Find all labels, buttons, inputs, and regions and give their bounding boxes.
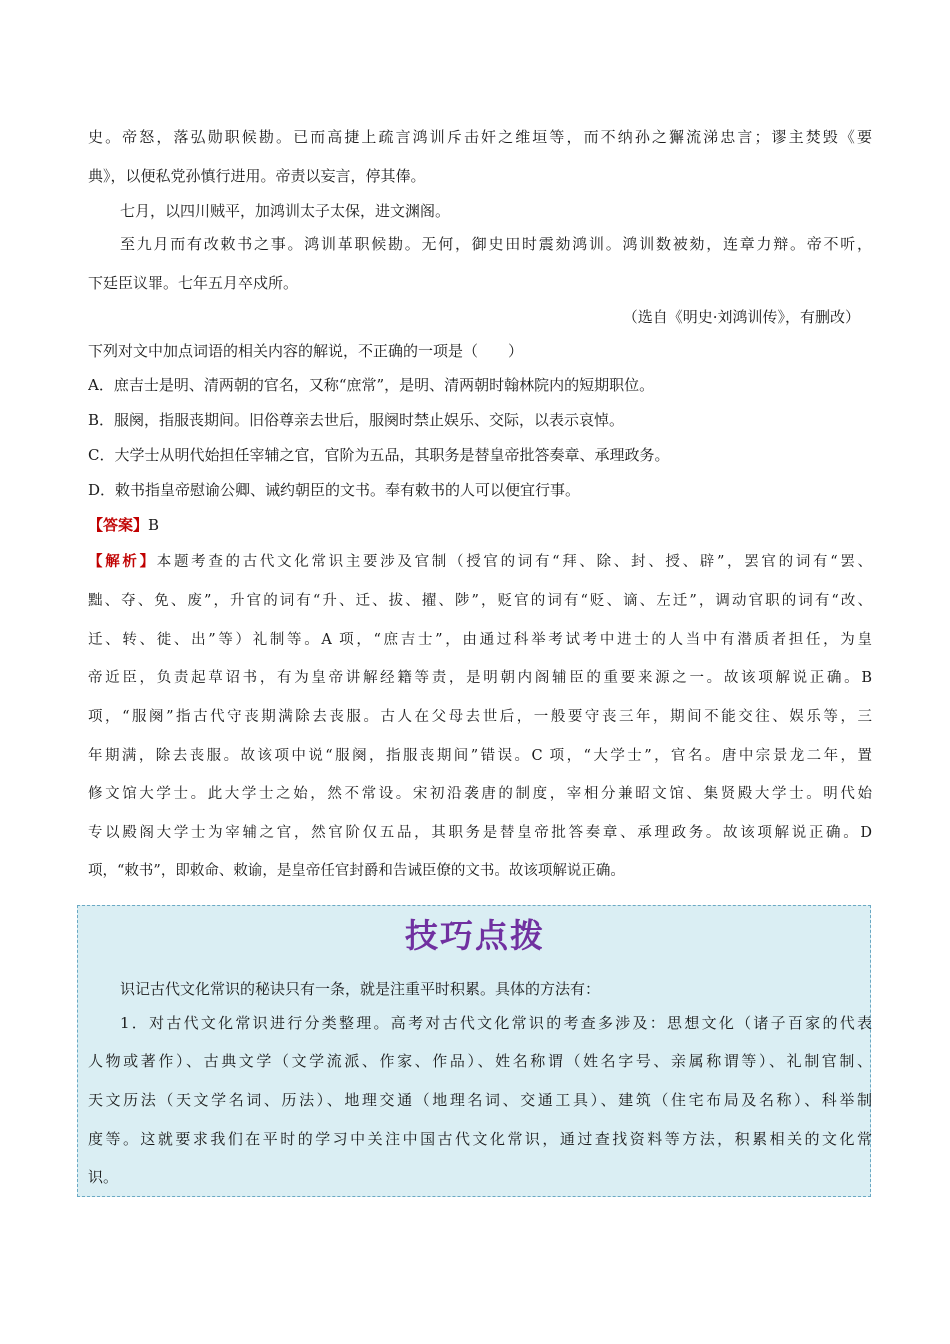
option-b: B．服阕，指服丧期间。旧俗尊亲去世后，服阕时禁止娱乐、交际，以表示哀悼。: [88, 411, 625, 429]
analysis-line-8: 专以殿阁大学士为宰辅之官，然官阶仅五品，其职务是替皇帝批答奏章、承理政务。故该项解说正确。D: [88, 825, 872, 841]
analysis-line-7: 修文馆大学士。此大学士之始，然不常设。宋初沿袭唐的制度，宰相分兼昭文馆、集贤殿大学士。明代始: [88, 786, 872, 802]
analysis-line-9: 项，“敕书”，即敕命、敕谕，是皇帝任官封爵和告诫臣僚的文书。故该项解说正确。: [88, 863, 625, 879]
answer-line: [88, 514, 872, 535]
answer-label: 【答案】: [88, 516, 149, 534]
tips-title: 技巧点拨: [405, 916, 545, 955]
analysis-line-1: [88, 550, 872, 571]
tips-line-2: 人物或著作）、古典文学（文学流派、作家、作品）、姓名称谓（姓名字号、亲属称谓等）、礼制官制、: [88, 1052, 872, 1070]
answer-value: B: [148, 516, 160, 534]
question-stem: 下列对文中加点词语的相关内容的解说，不正确的一项是（ ）: [88, 342, 524, 360]
tips-line-4: 度等。这就要求我们在平时的学习中关注中国古代文化常识，通过查找资料等方法，积累相关的文化常: [88, 1130, 872, 1148]
option-d: D．敕书指皇帝慰谕公卿、诫约朝臣的文书。奉有敕书的人可以便宜行事。: [88, 481, 581, 499]
analysis-label: 【解析】: [88, 553, 157, 570]
dotted-word-char: 敕: [220, 235, 238, 253]
passage-line-5: 下廷臣议罪。七年五月卒戍所。: [88, 274, 299, 292]
tips-line-1: 1．对古代文化常识进行分类整理。高考对古代文化常识的考查多涉及：思想文化（诸子百家的代表: [120, 1014, 872, 1032]
option-a: A．庶吉士是明、清两朝的官名，又称“庶常”，是明、清两朝时翰林院内的短期职位。: [88, 376, 655, 394]
passage-source: （选自《明史·刘鸿训传》，有删改）: [622, 308, 860, 326]
analysis-line-6: 年期满，除去丧服。故该项中说“服阕，指服丧期间”错误。C 项，“大学士”，官名。唐中宗景龙二年，置: [88, 748, 872, 764]
passage-line-4-pre: 至九月而有改: [120, 235, 221, 253]
analysis-line-3: 迁、转、徙、出”等）礼制等。A 项，“庶吉士”，由通过科举考试考中进士的人当中有潜质者担任，为皇: [88, 632, 872, 648]
tips-line-3: 天文历法（天文学名词、历法）、地理交通（地理名词、交通工具）、建筑（住宅布局及名称）、科举制: [88, 1091, 872, 1109]
passage-line-3: 七月，以四川贼平，加鸿训太子太保，进文渊阁。: [120, 202, 451, 220]
passage-line-1: 史。帝怒，落弘勋职候勘。已而高捷上疏言鸿训斥击奸之维垣等，而不纳孙之獬流涕忠言；谬主焚毁《要: [88, 128, 872, 146]
analysis-line-5: 项，“服阕”指古代守丧期满除去丧服。古人在父母去世后，一般要守丧三年，期间不能交往、娱乐等，三: [88, 709, 872, 725]
analysis-line-4: 帝近臣，负责起草诏书，有为皇帝讲解经籍等责，是明朝内阁辅臣的重要来源之一。故该项解说正确。B: [88, 670, 872, 686]
passage-line-4: [120, 233, 872, 254]
option-c: C．大学士从明代始担任宰辅之官，官阶为五品，其职务是替皇帝批答奏章、承理政务。: [88, 446, 670, 464]
tips-intro: 识记古代文化常识的秘诀只有一条，就是注重平时积累。具体的方法有：: [120, 980, 601, 998]
analysis-line-2: 黜、夺、免、废”，升官的词有“升、迁、拔、擢、陟”，贬官的词有“贬、谪、左迁”，调动官职的词有“改、: [88, 593, 872, 609]
tips-line-5: 识。: [88, 1168, 119, 1186]
passage-line-2: 典》，以便私党孙慎行进用。帝责以妄言，停其俸。: [88, 167, 426, 185]
dotted-word-char: 书: [237, 235, 254, 253]
analysis-line-1-text: 本题考查的古代文化常识主要涉及官制（授官的词有“拜、除、封、授、辟”，罢官的词有“罢、: [156, 554, 872, 570]
passage-line-4-post: 之事。鸿训革职候勘。无何，御史田时震劾鸿训。鸿训数被劾，连章力辩。帝不听，: [254, 235, 872, 253]
